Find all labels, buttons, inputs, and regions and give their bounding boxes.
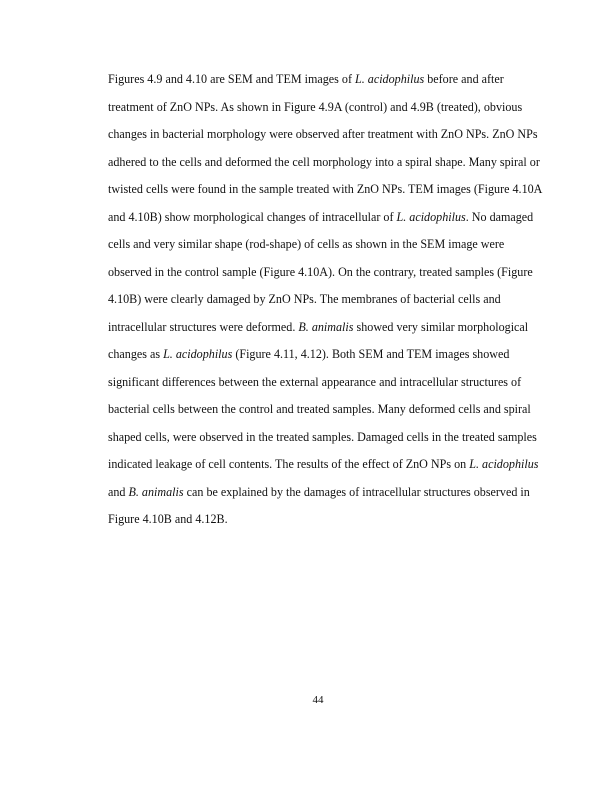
text-segment: can be explained by the damages of intracellular structures observed in: [183, 484, 530, 499]
text-line: [108, 126, 548, 154]
text-segment: and 4.10B) show morphological changes of intracellular of: [108, 209, 397, 224]
text-segment: bacterial cells between the control and treated samples. Many deformed cells and spiral: [108, 402, 531, 416]
text-line: [108, 319, 548, 347]
species-name: B. animalis: [298, 319, 354, 334]
text-segment: 4.10B) were clearly damaged by ZnO NPs. The membranes of bacterial cells and: [108, 292, 501, 306]
body-paragraph: [108, 71, 548, 539]
text-line: [108, 264, 548, 292]
species-name: L. acidophilus: [355, 72, 425, 86]
text-line: [108, 181, 548, 209]
text-segment: changes in bacterial morphology were observed after treatment with ZnO NPs. ZnO NPs: [108, 127, 538, 141]
text-segment: cells and very similar shape (rod-shape) of cells as shown in the SEM image were: [108, 237, 505, 251]
text-segment: and: [108, 484, 129, 499]
text-segment: Figure 4.10B and 4.12B.: [108, 512, 228, 526]
text-segment: Figures 4.9 and 4.10 are SEM and TEM images of: [108, 72, 355, 86]
species-name: L. acidophilus: [469, 457, 539, 471]
text-line: [108, 456, 548, 484]
text-segment: . No damaged: [465, 209, 534, 224]
text-segment: before and after: [424, 72, 504, 86]
text-segment: intracellular structures were deformed.: [108, 319, 299, 334]
text-line: [108, 291, 548, 319]
text-line: [108, 374, 548, 402]
text-line: [108, 209, 548, 237]
text-line: [108, 484, 548, 512]
text-segment: observed in the control sample (Figure 4.10A). On the contrary, treated samples (Figure: [108, 264, 533, 279]
text-segment: changes as: [108, 347, 164, 361]
text-segment: treatment of ZnO NPs. As shown in Figure 4.9A (control) and 4.9B (treated), obvious: [108, 99, 523, 114]
text-segment: twisted cells were found in the sample treated with ZnO NPs. TEM images (Figure 4.10A: [108, 182, 543, 196]
text-segment: showed very similar morphological: [353, 319, 529, 334]
page-number: 44: [312, 694, 324, 706]
text-line: [108, 236, 548, 264]
text-segment: (Figure 4.11, 4.12). Both SEM and TEM images showed: [232, 347, 510, 361]
text-line: [108, 99, 548, 127]
text-segment: shaped cells, were observed in the treated samples. Damaged cells in the treated samples: [108, 429, 537, 444]
species-name: B. animalis: [128, 484, 184, 499]
text-line: [108, 511, 548, 539]
text-line: [108, 154, 548, 182]
species-name: L. acidophilus: [163, 347, 233, 361]
text-segment: adhered to the cells and deformed the cell morphology into a spiral shape. Many spiral or: [108, 154, 540, 169]
text-line: [108, 71, 548, 99]
text-line: [108, 401, 548, 429]
text-segment: indicated leakage of cell contents. The results of the effect of ZnO NPs on: [108, 457, 470, 471]
text-segment: significant differences between the external appearance and intracellular structures of: [108, 374, 522, 389]
text-line: [108, 346, 548, 374]
text-line: [108, 429, 548, 457]
species-name: L. acidophilus: [396, 209, 466, 224]
